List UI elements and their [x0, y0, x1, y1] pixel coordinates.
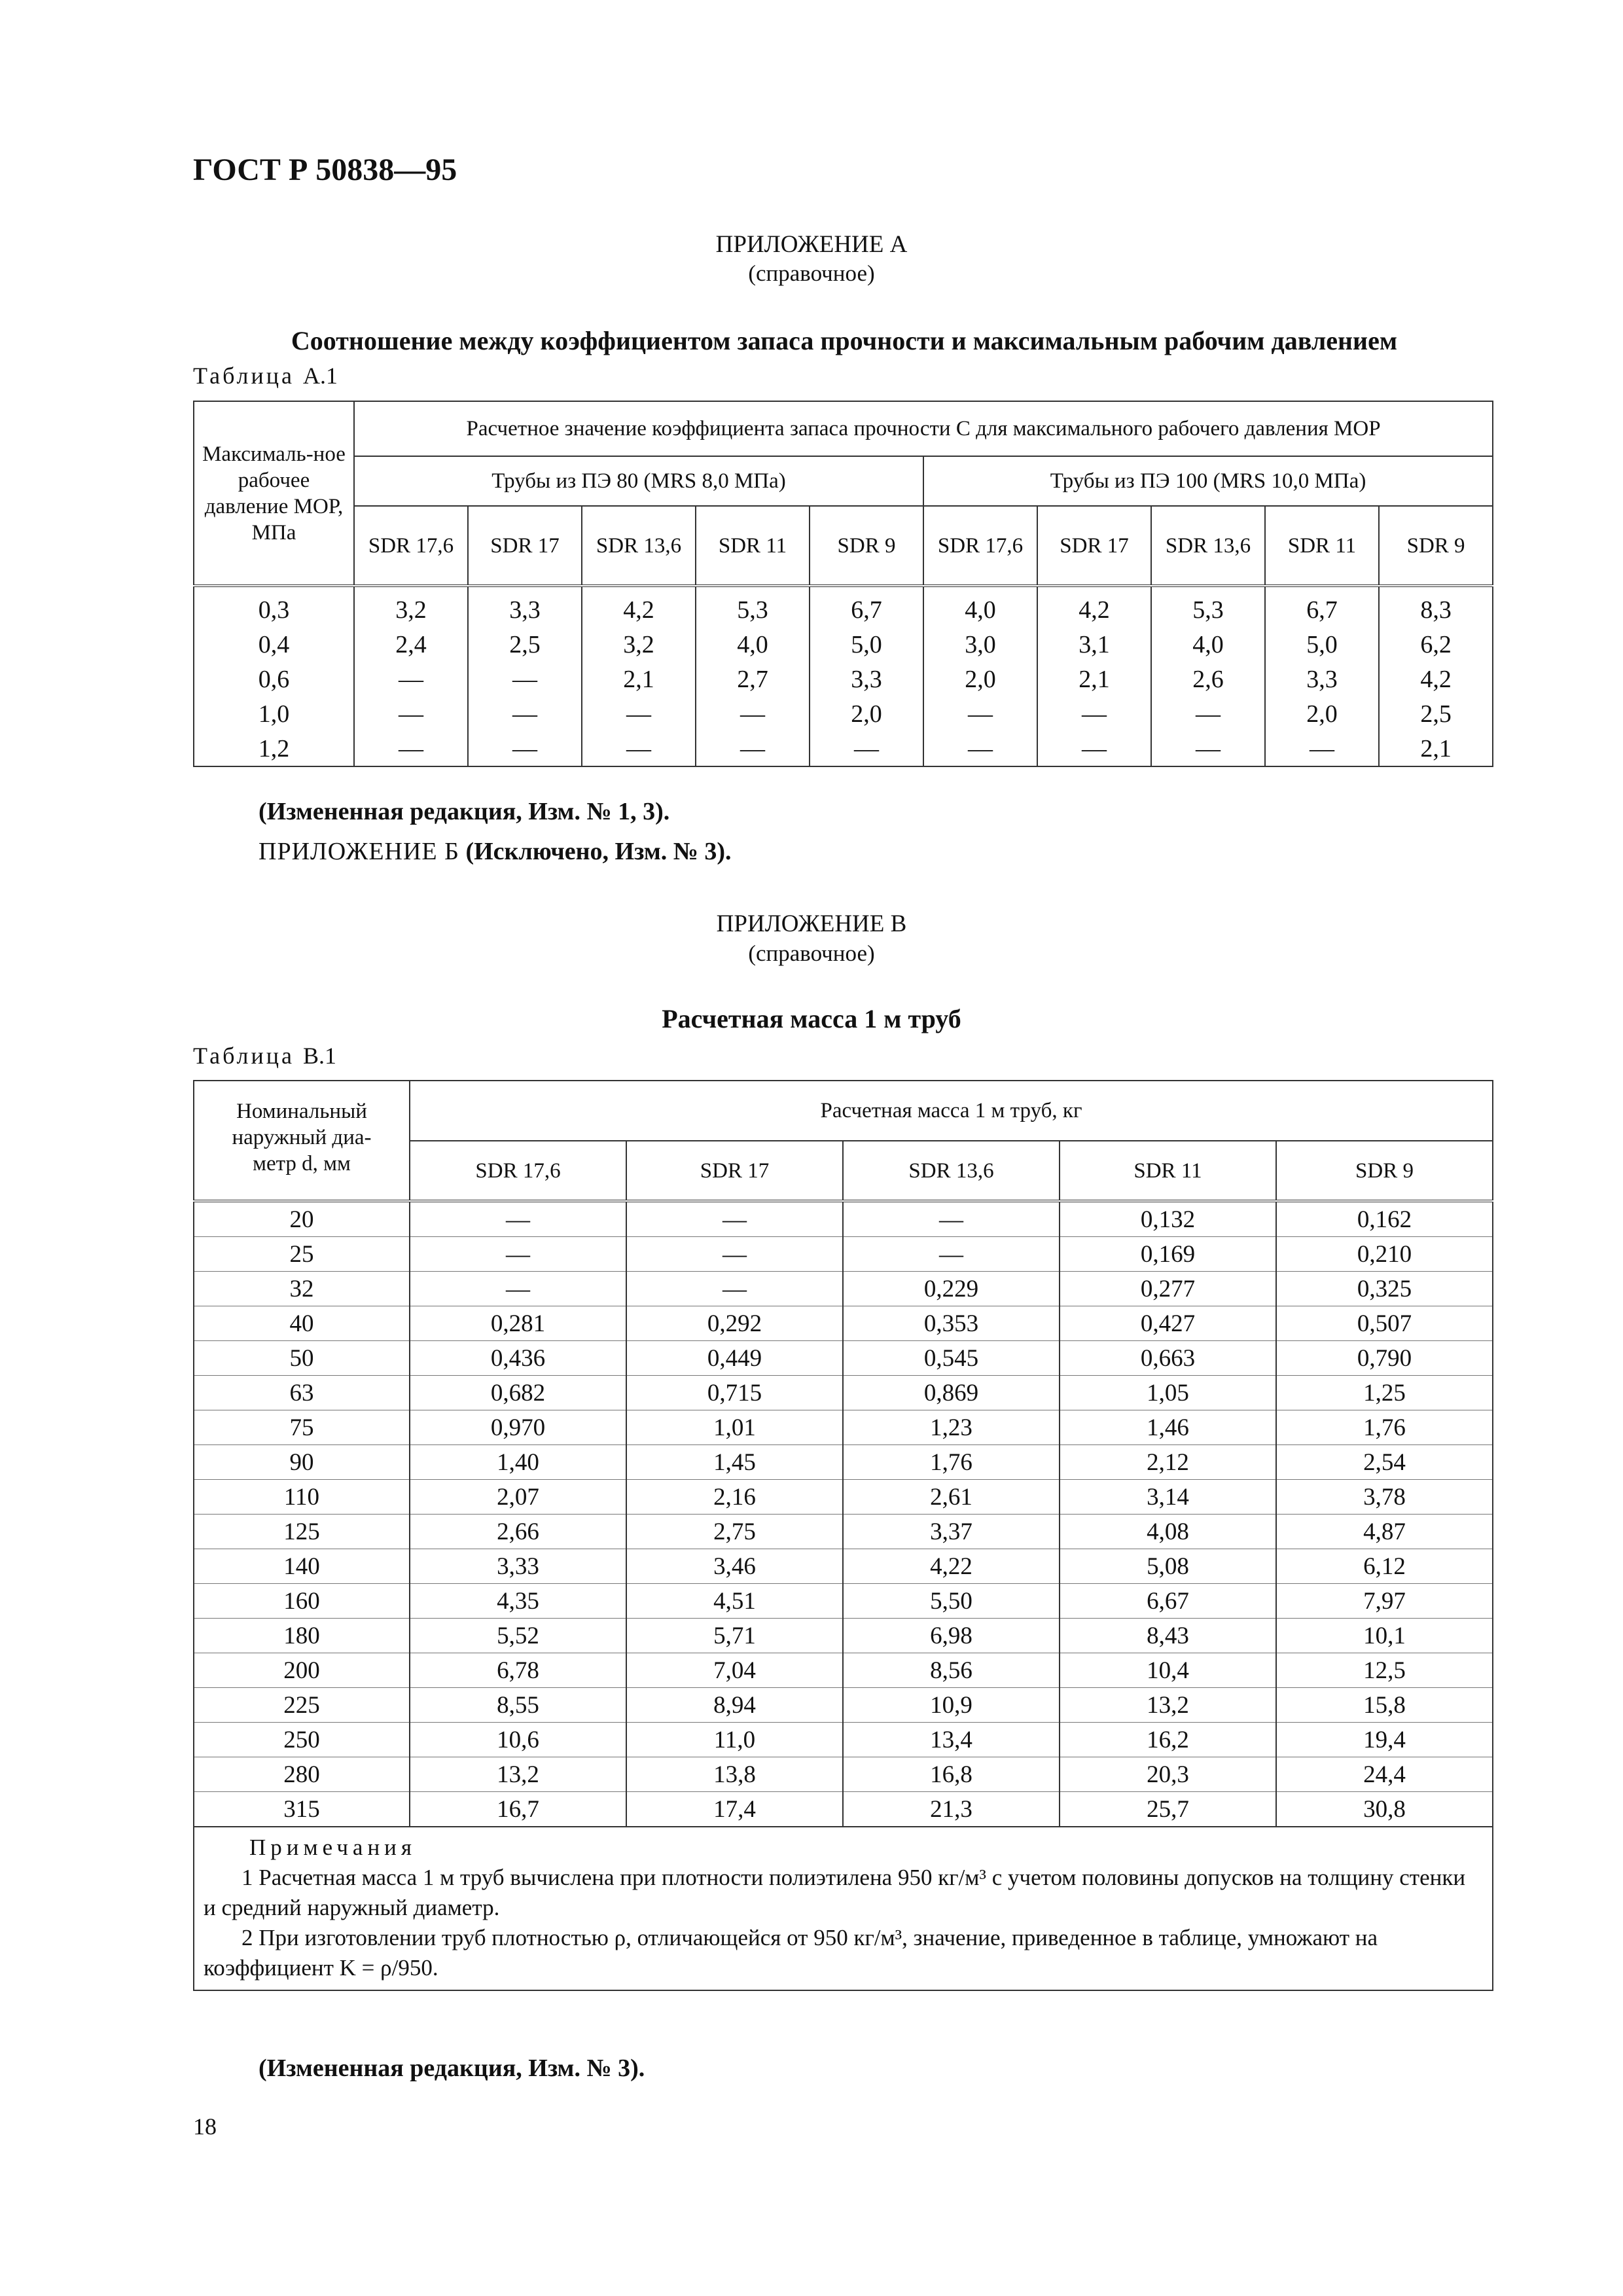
- table-a-group-pe100: Трубы из ПЭ 100 (MRS 10,0 МПа): [923, 456, 1493, 506]
- diameter-cell: 280: [194, 1757, 410, 1792]
- appendix-v-heading: Расчетная масса 1 м труб: [662, 1004, 961, 1033]
- value-cell: 5,3: [1151, 586, 1265, 627]
- table-v-col-header: SDR 17: [626, 1141, 843, 1201]
- table-row: [194, 1445, 1493, 1480]
- value-cell: 4,2: [1037, 586, 1151, 627]
- value-cell: 4,0: [696, 627, 810, 662]
- diameter-cell: 140: [194, 1549, 410, 1584]
- mass-cell: 6,78: [410, 1653, 626, 1688]
- table-row: [194, 1792, 1493, 1827]
- mass-cell: 16,7: [410, 1792, 626, 1827]
- diameter-cell: 40: [194, 1306, 410, 1341]
- table-v-col-header: SDR 17,6: [410, 1141, 626, 1201]
- mass-cell: —: [410, 1237, 626, 1272]
- value-cell: 2,0: [810, 696, 923, 731]
- appendix-a-subtitle: (справочное): [748, 260, 875, 286]
- table-v-label-number: В.1: [302, 1043, 336, 1069]
- table-row: [194, 1201, 1493, 1237]
- table-v-notes: [194, 1827, 1493, 1990]
- diameter-cell: 315: [194, 1792, 410, 1827]
- mass-cell: 0,281: [410, 1306, 626, 1341]
- mass-cell: 6,12: [1276, 1549, 1493, 1584]
- table-row: [194, 1410, 1493, 1445]
- table-a-col-header: SDR 9: [810, 506, 923, 586]
- value-cell: 3,3: [468, 586, 582, 627]
- mass-cell: 2,66: [410, 1515, 626, 1549]
- appendix-a-title: ПРИЛОЖЕНИЕ А: [715, 231, 908, 258]
- value-cell: 2,1: [1379, 731, 1493, 766]
- mass-cell: 4,35: [410, 1584, 626, 1619]
- table-a-col-header: SDR 17: [468, 506, 582, 586]
- mass-cell: —: [843, 1201, 1060, 1237]
- mass-cell: 0,663: [1060, 1341, 1276, 1376]
- table-a-col-header: SDR 17: [1037, 506, 1151, 586]
- mass-cell: 2,61: [843, 1480, 1060, 1515]
- table-row: [194, 1306, 1493, 1341]
- value-cell: —: [468, 662, 582, 696]
- page-number: 18: [193, 2113, 217, 2140]
- appendix-a-changed-note: (Измененная редакция, Изм. № 1, 3).: [259, 798, 670, 825]
- mass-cell: 15,8: [1276, 1688, 1493, 1723]
- pressure-cell: 1,0: [194, 696, 354, 731]
- mass-cell: 12,5: [1276, 1653, 1493, 1688]
- value-cell: 5,0: [1265, 627, 1379, 662]
- mass-cell: 1,05: [1060, 1376, 1276, 1410]
- value-cell: 2,1: [1037, 662, 1151, 696]
- appendix-b-line: [259, 837, 732, 866]
- mass-cell: 5,50: [843, 1584, 1060, 1619]
- appendix-v-changed-note: (Измененная редакция, Изм. № 3).: [259, 2054, 645, 2082]
- appendix-b-title: ПРИЛОЖЕНИЕ Б: [259, 838, 459, 865]
- table-v-label: [193, 1042, 336, 1069]
- table-v-col-header: SDR 9: [1276, 1141, 1493, 1201]
- value-cell: 8,3: [1379, 586, 1493, 627]
- mass-cell: 2,16: [626, 1480, 843, 1515]
- value-cell: 3,1: [1037, 627, 1151, 662]
- table-v-col-header: SDR 13,6: [843, 1141, 1060, 1201]
- appendix-v-subtitle: (справочное): [748, 941, 875, 966]
- mass-cell: 8,43: [1060, 1619, 1276, 1653]
- diameter-cell: 63: [194, 1376, 410, 1410]
- mass-cell: 0,277: [1060, 1272, 1276, 1306]
- value-cell: 4,0: [1151, 627, 1265, 662]
- mass-cell: 7,04: [626, 1653, 843, 1688]
- value-cell: —: [1151, 731, 1265, 766]
- mass-cell: 1,76: [843, 1445, 1060, 1480]
- table-a-label-number: А.1: [302, 363, 338, 389]
- value-cell: 3,2: [354, 586, 468, 627]
- value-cell: 3,0: [923, 627, 1037, 662]
- table-row: [194, 1619, 1493, 1653]
- table-row: [194, 1549, 1493, 1584]
- table-a-label: [193, 362, 338, 389]
- pressure-cell: 0,3: [194, 586, 354, 627]
- mass-cell: 0,229: [843, 1272, 1060, 1306]
- mass-cell: 1,23: [843, 1410, 1060, 1445]
- value-cell: —: [354, 731, 468, 766]
- value-cell: —: [923, 731, 1037, 766]
- value-cell: 2,7: [696, 662, 810, 696]
- mass-cell: 8,94: [626, 1688, 843, 1723]
- table-row: [194, 1653, 1493, 1688]
- appendix-b-excluded: (Исключено, Изм. № 3).: [465, 838, 732, 865]
- mass-cell: 10,1: [1276, 1619, 1493, 1653]
- mass-cell: —: [626, 1237, 843, 1272]
- value-cell: —: [582, 696, 696, 731]
- table-a-col-header: SDR 13,6: [582, 506, 696, 586]
- value-cell: 4,0: [923, 586, 1037, 627]
- mass-cell: 10,4: [1060, 1653, 1276, 1688]
- mass-cell: 20,3: [1060, 1757, 1276, 1792]
- notes-heading: Примечания: [249, 1835, 417, 1860]
- mass-cell: 1,76: [1276, 1410, 1493, 1445]
- table-a-row-header: Максималь-ное рабочее давление МОР, МПа: [194, 401, 354, 586]
- mass-cell: 3,37: [843, 1515, 1060, 1549]
- mass-cell: 1,45: [626, 1445, 843, 1480]
- table-row: [194, 696, 1493, 731]
- mass-cell: 0,210: [1276, 1237, 1493, 1272]
- pressure-cell: 1,2: [194, 731, 354, 766]
- value-cell: 2,6: [1151, 662, 1265, 696]
- value-cell: —: [354, 662, 468, 696]
- mass-cell: 8,56: [843, 1653, 1060, 1688]
- mass-cell: 5,08: [1060, 1549, 1276, 1584]
- mass-cell: 2,54: [1276, 1445, 1493, 1480]
- table-a-col-header: SDR 17,6: [923, 506, 1037, 586]
- value-cell: 2,1: [582, 662, 696, 696]
- mass-cell: 0,353: [843, 1306, 1060, 1341]
- mass-cell: 0,682: [410, 1376, 626, 1410]
- pressure-cell: 0,6: [194, 662, 354, 696]
- note-1: 1 Расчетная масса 1 м труб вычислена при плотности полиэтилена 950 кг/м³ с учетом половины допусков на толщину стенки и средний наружный диаметр.: [204, 1865, 1466, 1920]
- mass-cell: 0,507: [1276, 1306, 1493, 1341]
- value-cell: 6,2: [1379, 627, 1493, 662]
- mass-cell: 0,292: [626, 1306, 843, 1341]
- diameter-cell: 50: [194, 1341, 410, 1376]
- mass-cell: —: [626, 1201, 843, 1237]
- table-a-col-header: SDR 13,6: [1151, 506, 1265, 586]
- mass-cell: 13,8: [626, 1757, 843, 1792]
- table-row: [194, 1272, 1493, 1306]
- table-row: [194, 1515, 1493, 1549]
- diameter-cell: 160: [194, 1584, 410, 1619]
- value-cell: 4,2: [1379, 662, 1493, 696]
- mass-cell: —: [626, 1272, 843, 1306]
- mass-cell: 8,55: [410, 1688, 626, 1723]
- value-cell: 2,0: [1265, 696, 1379, 731]
- mass-cell: 1,46: [1060, 1410, 1276, 1445]
- mass-cell: —: [410, 1272, 626, 1306]
- table-row: [194, 627, 1493, 662]
- value-cell: —: [468, 696, 582, 731]
- mass-cell: 2,75: [626, 1515, 843, 1549]
- diameter-cell: 110: [194, 1480, 410, 1515]
- table-v-col-header: SDR 11: [1060, 1141, 1276, 1201]
- diameter-cell: 125: [194, 1515, 410, 1549]
- mass-cell: —: [843, 1237, 1060, 1272]
- value-cell: 3,3: [1265, 662, 1379, 696]
- value-cell: —: [810, 731, 923, 766]
- mass-cell: 0,325: [1276, 1272, 1493, 1306]
- table-a-body: [194, 586, 1493, 766]
- mass-cell: 3,33: [410, 1549, 626, 1584]
- table-row: [194, 1480, 1493, 1515]
- diameter-cell: 250: [194, 1723, 410, 1757]
- table-v-body: [194, 1201, 1493, 1827]
- diameter-cell: 75: [194, 1410, 410, 1445]
- mass-cell: 5,52: [410, 1619, 626, 1653]
- table-row: [194, 1584, 1493, 1619]
- table-v-row-header: Номинальный наружный диа-метр d, мм: [194, 1081, 410, 1201]
- table-v-label-word: Таблица: [193, 1043, 294, 1069]
- mass-cell: 0,162: [1276, 1201, 1493, 1237]
- table-row: [194, 1757, 1493, 1792]
- value-cell: 6,7: [810, 586, 923, 627]
- value-cell: 5,0: [810, 627, 923, 662]
- mass-cell: 11,0: [626, 1723, 843, 1757]
- table-row: [194, 1237, 1493, 1272]
- mass-cell: 4,87: [1276, 1515, 1493, 1549]
- mass-cell: 3,46: [626, 1549, 843, 1584]
- value-cell: 4,2: [582, 586, 696, 627]
- mass-cell: 0,436: [410, 1341, 626, 1376]
- value-cell: 6,7: [1265, 586, 1379, 627]
- diameter-cell: 90: [194, 1445, 410, 1480]
- mass-cell: 0,132: [1060, 1201, 1276, 1237]
- value-cell: 5,3: [696, 586, 810, 627]
- mass-cell: 10,6: [410, 1723, 626, 1757]
- table-row: [194, 731, 1493, 766]
- mass-cell: 17,4: [626, 1792, 843, 1827]
- value-cell: 2,5: [468, 627, 582, 662]
- document-id: ГОСТ Р 50838—95: [193, 152, 457, 187]
- mass-cell: 1,40: [410, 1445, 626, 1480]
- table-row: [194, 1376, 1493, 1410]
- diameter-cell: 180: [194, 1619, 410, 1653]
- diameter-cell: 25: [194, 1237, 410, 1272]
- note-2: 2 При изготовлении труб плотностью ρ, отличающейся от 950 кг/м³, значение, приведенное в таблице, умножают на коэффициент K = ρ/950.: [204, 1925, 1378, 1981]
- value-cell: —: [696, 696, 810, 731]
- table-a-col-header: SDR 11: [1265, 506, 1379, 586]
- table-row: [194, 1341, 1493, 1376]
- table-v-top-header: Расчетная масса 1 м труб, кг: [410, 1081, 1493, 1141]
- table-v: [193, 1080, 1493, 1991]
- value-cell: 2,5: [1379, 696, 1493, 731]
- value-cell: 2,0: [923, 662, 1037, 696]
- mass-cell: 2,07: [410, 1480, 626, 1515]
- mass-cell: 2,12: [1060, 1445, 1276, 1480]
- table-row: [194, 1723, 1493, 1757]
- value-cell: 3,3: [810, 662, 923, 696]
- value-cell: —: [923, 696, 1037, 731]
- mass-cell: —: [410, 1201, 626, 1237]
- mass-cell: 4,51: [626, 1584, 843, 1619]
- value-cell: —: [354, 696, 468, 731]
- mass-cell: 3,14: [1060, 1480, 1276, 1515]
- value-cell: 2,4: [354, 627, 468, 662]
- mass-cell: 25,7: [1060, 1792, 1276, 1827]
- mass-cell: 0,449: [626, 1341, 843, 1376]
- mass-cell: 6,67: [1060, 1584, 1276, 1619]
- diameter-cell: 200: [194, 1653, 410, 1688]
- mass-cell: 0,545: [843, 1341, 1060, 1376]
- value-cell: —: [1265, 731, 1379, 766]
- value-cell: —: [1037, 731, 1151, 766]
- mass-cell: 0,427: [1060, 1306, 1276, 1341]
- value-cell: —: [1037, 696, 1151, 731]
- mass-cell: 19,4: [1276, 1723, 1493, 1757]
- mass-cell: 16,2: [1060, 1723, 1276, 1757]
- mass-cell: 13,2: [410, 1757, 626, 1792]
- mass-cell: 4,08: [1060, 1515, 1276, 1549]
- appendix-v-title: ПРИЛОЖЕНИЕ В: [716, 910, 907, 937]
- mass-cell: 10,9: [843, 1688, 1060, 1723]
- table-a-col-header: SDR 17,6: [354, 506, 468, 586]
- table-a: [193, 401, 1493, 767]
- mass-cell: 0,869: [843, 1376, 1060, 1410]
- mass-cell: 16,8: [843, 1757, 1060, 1792]
- mass-cell: 0,169: [1060, 1237, 1276, 1272]
- mass-cell: 4,22: [843, 1549, 1060, 1584]
- table-a-group-pe80: Трубы из ПЭ 80 (MRS 8,0 МПа): [354, 456, 923, 506]
- mass-cell: 30,8: [1276, 1792, 1493, 1827]
- value-cell: —: [1151, 696, 1265, 731]
- table-a-col-header: SDR 11: [696, 506, 810, 586]
- value-cell: —: [582, 731, 696, 766]
- mass-cell: 24,4: [1276, 1757, 1493, 1792]
- mass-cell: 1,25: [1276, 1376, 1493, 1410]
- mass-cell: 1,01: [626, 1410, 843, 1445]
- diameter-cell: 225: [194, 1688, 410, 1723]
- table-row: [194, 586, 1493, 627]
- value-cell: —: [468, 731, 582, 766]
- mass-cell: 0,970: [410, 1410, 626, 1445]
- mass-cell: 5,71: [626, 1619, 843, 1653]
- mass-cell: 13,4: [843, 1723, 1060, 1757]
- table-a-top-header: Расчетное значение коэффициента запаса прочности C для максимального рабочего давления МОР: [354, 401, 1493, 456]
- diameter-cell: 32: [194, 1272, 410, 1306]
- mass-cell: 7,97: [1276, 1584, 1493, 1619]
- table-row: [194, 1688, 1493, 1723]
- mass-cell: 13,2: [1060, 1688, 1276, 1723]
- appendix-a-heading: Соотношение между коэффициентом запаса прочности и максимальным рабочим давлением: [291, 326, 1398, 355]
- mass-cell: 21,3: [843, 1792, 1060, 1827]
- table-a-col-header: SDR 9: [1379, 506, 1493, 586]
- mass-cell: 6,98: [843, 1619, 1060, 1653]
- mass-cell: 0,790: [1276, 1341, 1493, 1376]
- value-cell: —: [696, 731, 810, 766]
- pressure-cell: 0,4: [194, 627, 354, 662]
- mass-cell: 3,78: [1276, 1480, 1493, 1515]
- mass-cell: 0,715: [626, 1376, 843, 1410]
- value-cell: 3,2: [582, 627, 696, 662]
- table-row: [194, 662, 1493, 696]
- table-a-label-word: Таблица: [193, 363, 294, 389]
- diameter-cell: 20: [194, 1201, 410, 1237]
